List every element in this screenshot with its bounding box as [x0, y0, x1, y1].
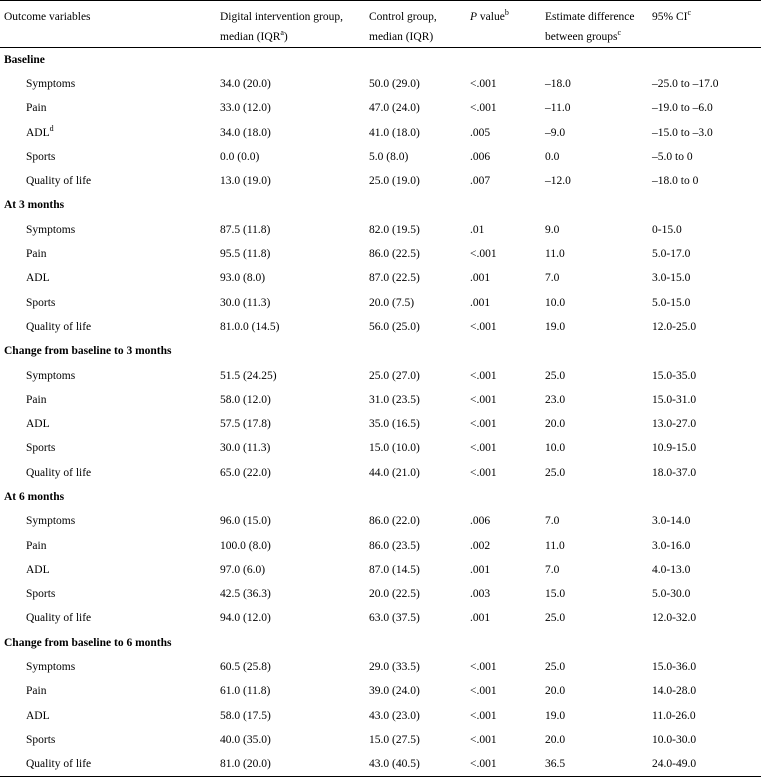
- cell-intervention-median: 93.0 (8.0): [220, 272, 266, 285]
- section-title: Change from baseline to 6 months: [4, 636, 172, 649]
- table-row: [0, 533, 761, 557]
- cell-confidence-interval: 0-15.0: [652, 223, 682, 236]
- table-row: [0, 145, 761, 169]
- cell-control-median: 47.0 (24.0): [369, 102, 420, 115]
- header-control-group: Control group, median (IQR): [365, 1, 466, 48]
- cell-intervention-median: 42.5 (36.3): [220, 588, 271, 601]
- cell-confidence-interval: 3.0-15.0: [652, 272, 691, 285]
- table-row: [0, 679, 761, 703]
- cell-control-median: 86.0 (23.5): [369, 539, 420, 552]
- cell-control-median: 86.0 (22.5): [369, 248, 420, 261]
- table-row: [0, 96, 761, 120]
- table-row: [0, 388, 761, 412]
- cell-intervention-median: 0.0 (0.0): [220, 150, 260, 163]
- cell-estimate-difference: 19.0: [545, 709, 566, 722]
- cell-confidence-interval: –19.0 to –6.0: [652, 102, 713, 115]
- cell-estimate-difference: 20.0: [545, 418, 566, 431]
- row-label: Sports: [26, 588, 56, 601]
- cell-intervention-median: 58.0 (17.5): [220, 709, 271, 722]
- cell-estimate-difference: 25.0: [545, 612, 566, 625]
- cell-confidence-interval: –18.0 to 0: [652, 175, 699, 188]
- cell-control-median: 87.0 (14.5): [369, 563, 420, 576]
- row-label: Pain: [26, 102, 47, 115]
- cell-p-value: <.001: [470, 320, 497, 333]
- cell-confidence-interval: –5.0 to 0: [652, 150, 693, 163]
- table-row: [0, 436, 761, 460]
- cell-intervention-median: 65.0 (22.0): [220, 466, 271, 479]
- cell-confidence-interval: 14.0-28.0: [652, 685, 697, 698]
- table-row: [0, 558, 761, 582]
- cell-estimate-difference: 25.0: [545, 369, 566, 382]
- cell-estimate-difference: 0.0: [545, 150, 560, 163]
- cell-confidence-interval: 10.9-15.0: [652, 442, 697, 455]
- cell-control-median: 5.0 (8.0): [369, 150, 409, 163]
- section-title: Change from baseline to 3 months: [4, 345, 172, 358]
- row-label: Symptoms: [26, 515, 76, 528]
- cell-confidence-interval: 18.0-37.0: [652, 466, 697, 479]
- table-row: [0, 461, 761, 485]
- section-header-row: [0, 48, 761, 72]
- cell-confidence-interval: 10.0-30.0: [652, 733, 697, 746]
- section-header-row: [0, 339, 761, 363]
- table-row: [0, 704, 761, 728]
- cell-estimate-difference: 20.0: [545, 685, 566, 698]
- table-row: [0, 315, 761, 339]
- cell-estimate-difference: 25.0: [545, 661, 566, 674]
- cell-control-median: 20.0 (7.5): [369, 296, 415, 309]
- cell-control-median: 15.0 (27.5): [369, 733, 420, 746]
- cell-p-value: .002: [470, 539, 491, 552]
- cell-p-value: .01: [470, 223, 485, 236]
- cell-control-median: 44.0 (21.0): [369, 466, 420, 479]
- cell-control-median: 50.0 (29.0): [369, 77, 420, 90]
- cell-p-value: <.001: [470, 442, 497, 455]
- cell-control-median: 87.0 (22.5): [369, 272, 420, 285]
- cell-p-value: .007: [470, 175, 491, 188]
- cell-p-value: <.001: [470, 369, 497, 382]
- cell-estimate-difference: –18.0: [545, 77, 571, 90]
- cell-intervention-median: 34.0 (20.0): [220, 77, 271, 90]
- cell-p-value: <.001: [470, 393, 497, 406]
- table-row: [0, 120, 761, 144]
- cell-estimate-difference: –11.0: [545, 102, 571, 115]
- cell-intervention-median: 96.0 (15.0): [220, 515, 271, 528]
- table-row: [0, 363, 761, 387]
- cell-estimate-difference: 7.0: [545, 515, 560, 528]
- row-label: Symptoms: [26, 77, 76, 90]
- section-title: At 3 months: [4, 199, 65, 212]
- table-row: [0, 218, 761, 242]
- cell-intervention-median: 33.0 (12.0): [220, 102, 271, 115]
- cell-control-median: 41.0 (18.0): [369, 126, 420, 139]
- header-p-value: P value$^b$: [466, 1, 541, 48]
- table-body: [0, 48, 761, 777]
- cell-estimate-difference: 20.0: [545, 733, 566, 746]
- section-header-row: [0, 485, 761, 509]
- header-outcome-variables: Outcome variables: [0, 1, 216, 48]
- table-row: [0, 412, 761, 436]
- header-estimate-difference: Estimate difference between groups$^c$: [541, 1, 648, 48]
- cell-control-median: 25.0 (19.0): [369, 175, 420, 188]
- cell-estimate-difference: 9.0: [545, 223, 560, 236]
- row-label: Pain: [26, 539, 47, 552]
- cell-confidence-interval: –25.0 to –17.0: [652, 77, 719, 90]
- cell-intervention-median: 87.5 (11.8): [220, 223, 271, 236]
- row-label: Quality of life: [26, 320, 92, 333]
- cell-control-median: 63.0 (37.5): [369, 612, 420, 625]
- cell-estimate-difference: 23.0: [545, 393, 566, 406]
- cell-p-value: <.001: [466, 752, 541, 776]
- row-label: ADL: [26, 563, 50, 576]
- cell-intervention-median: 51.5 (24.25): [220, 369, 277, 382]
- cell-control-median: 86.0 (22.0): [369, 515, 420, 528]
- cell-p-value: <.001: [470, 102, 497, 115]
- cell-estimate-difference: 10.0: [545, 442, 566, 455]
- cell-intervention-median: 57.5 (17.8): [220, 418, 271, 431]
- row-label: Sports: [26, 733, 56, 746]
- cell-control-median: 56.0 (25.0): [369, 320, 420, 333]
- table-row: [0, 290, 761, 314]
- row-label: Sports: [26, 442, 56, 455]
- cell-estimate-difference: 36.5: [541, 752, 648, 776]
- cell-p-value: <.001: [470, 466, 497, 479]
- cell-p-value: .005: [470, 126, 491, 139]
- row-label: ADL: [26, 418, 50, 431]
- row-label: Sports: [26, 296, 56, 309]
- cell-control-median: 15.0 (10.0): [369, 442, 420, 455]
- cell-p-value: .001: [470, 612, 491, 625]
- cell-p-value: <.001: [470, 685, 497, 698]
- table-row: [0, 582, 761, 606]
- cell-intervention-median: 97.0 (6.0): [220, 563, 266, 576]
- row-label: Quality of life: [26, 466, 92, 479]
- cell-confidence-interval: 4.0-13.0: [652, 563, 691, 576]
- cell-p-value: .001: [470, 272, 491, 285]
- cell-p-value: <.001: [470, 418, 497, 431]
- cell-intervention-median: 40.0 (35.0): [220, 733, 271, 746]
- row-label: Quality of life: [0, 752, 216, 776]
- cell-confidence-interval: 5.0-15.0: [652, 296, 691, 309]
- cell-p-value: <.001: [470, 77, 497, 90]
- table-row: [0, 606, 761, 630]
- section-title: Baseline: [4, 53, 45, 66]
- row-label: ADL: [26, 272, 50, 285]
- cell-estimate-difference: –12.0: [545, 175, 571, 188]
- row-label: Quality of life: [26, 175, 92, 188]
- cell-control-median: 43.0 (23.0): [369, 709, 420, 722]
- cell-p-value: <.001: [470, 733, 497, 746]
- table-row: [0, 655, 761, 679]
- section-header-row: [0, 631, 761, 655]
- cell-estimate-difference: 11.0: [545, 248, 565, 261]
- section-title: At 6 months: [4, 490, 65, 503]
- cell-intervention-median: 61.0 (11.8): [220, 685, 271, 698]
- row-label: Pain: [26, 248, 47, 261]
- cell-intervention-median: 94.0 (12.0): [220, 612, 271, 625]
- cell-confidence-interval: 12.0-25.0: [652, 320, 697, 333]
- cell-p-value: <.001: [470, 661, 497, 674]
- header-row: [0, 1, 761, 48]
- cell-confidence-interval: 3.0-14.0: [652, 515, 691, 528]
- row-label: Pain: [26, 685, 47, 698]
- cell-control-median: 35.0 (16.5): [369, 418, 420, 431]
- row-label: Sports: [26, 150, 56, 163]
- cell-control-median: 82.0 (19.5): [369, 223, 420, 236]
- cell-estimate-difference: 10.0: [545, 296, 566, 309]
- row-label: Symptoms: [26, 661, 76, 674]
- cell-confidence-interval: 24.0-49.0: [648, 752, 761, 776]
- header-intervention-group: Digital intervention group, median (IQR$^a$): [216, 1, 365, 48]
- cell-estimate-difference: 7.0: [545, 563, 560, 576]
- row-label: Symptoms: [26, 369, 76, 382]
- section-header-row: [0, 193, 761, 217]
- cell-intervention-median: 95.5 (11.8): [220, 248, 271, 261]
- cell-p-value: <.001: [470, 248, 497, 261]
- cell-estimate-difference: –9.0: [545, 126, 566, 139]
- cell-estimate-difference: 25.0: [545, 466, 566, 479]
- cell-estimate-difference: 19.0: [545, 320, 566, 333]
- cell-confidence-interval: 13.0-27.0: [652, 418, 697, 431]
- cell-confidence-interval: 15.0-31.0: [652, 393, 697, 406]
- cell-intervention-median: 81.0 (20.0): [216, 752, 365, 776]
- cell-control-median: 39.0 (24.0): [369, 685, 420, 698]
- cell-confidence-interval: 5.0-17.0: [652, 248, 691, 261]
- table-row: [0, 72, 761, 96]
- row-label: Quality of life: [26, 612, 92, 625]
- cell-intervention-median: 13.0 (19.0): [220, 175, 271, 188]
- cell-confidence-interval: 15.0-36.0: [652, 661, 697, 674]
- row-label: ADL$^d$: [26, 123, 54, 139]
- cell-confidence-interval: –15.0 to –3.0: [652, 126, 713, 139]
- cell-confidence-interval: 15.0-35.0: [652, 369, 697, 382]
- cell-intervention-median: 30.0 (11.3): [220, 442, 271, 455]
- table-row: [0, 728, 761, 752]
- cell-confidence-interval: 11.0-26.0: [652, 709, 696, 722]
- cell-control-median: 25.0 (27.0): [369, 369, 420, 382]
- table-row: [0, 509, 761, 533]
- row-label: ADL: [26, 709, 50, 722]
- cell-intervention-median: 30.0 (11.3): [220, 296, 271, 309]
- cell-p-value: .003: [470, 588, 491, 601]
- table-row: [0, 169, 761, 193]
- cell-p-value: <.001: [470, 709, 497, 722]
- cell-confidence-interval: 12.0-32.0: [652, 612, 697, 625]
- cell-p-value: .006: [470, 150, 491, 163]
- cell-p-value: .001: [470, 296, 491, 309]
- cell-p-value: .001: [470, 563, 491, 576]
- cell-control-median: 43.0 (40.5): [365, 752, 466, 776]
- cell-p-value: .006: [470, 515, 491, 528]
- header-confidence-interval: 95% $CI^c$: [648, 1, 761, 48]
- cell-confidence-interval: 5.0-30.0: [652, 588, 691, 601]
- cell-intervention-median: 81.0.0 (14.5): [220, 320, 280, 333]
- cell-estimate-difference: 7.0: [545, 272, 560, 285]
- cell-confidence-interval: 3.0-16.0: [652, 539, 691, 552]
- cell-control-median: 29.0 (33.5): [369, 661, 420, 674]
- cell-intervention-median: 58.0 (12.0): [220, 393, 271, 406]
- table-row: [0, 266, 761, 290]
- table-row: [0, 752, 761, 776]
- cell-control-median: 31.0 (23.5): [369, 393, 420, 406]
- table-row: [0, 242, 761, 266]
- cell-intervention-median: 34.0 (18.0): [220, 126, 271, 139]
- cell-estimate-difference: 11.0: [545, 539, 565, 552]
- cell-intervention-median: 100.0 (8.0): [220, 539, 271, 552]
- cell-control-median: 20.0 (22.5): [369, 588, 420, 601]
- row-label: Symptoms: [26, 223, 76, 236]
- row-label: Pain: [26, 393, 47, 406]
- cell-intervention-median: 60.5 (25.8): [220, 661, 271, 674]
- cell-estimate-difference: 15.0: [545, 588, 566, 601]
